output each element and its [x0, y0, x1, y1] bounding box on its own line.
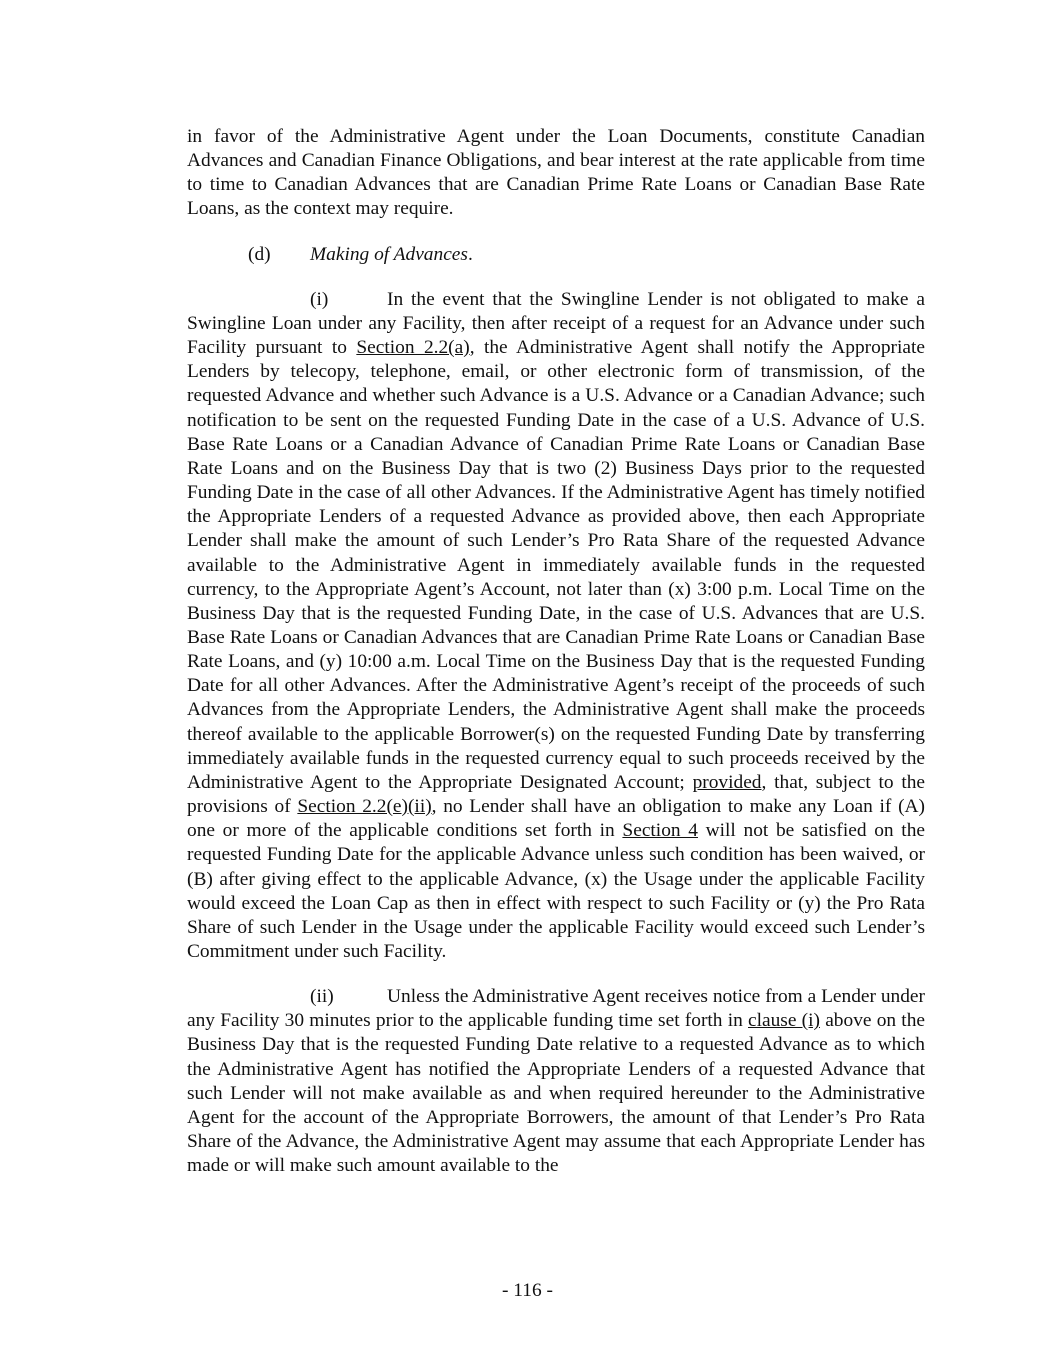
section-2-2-e-ii-reference: Section 2.2(e)(ii): [297, 796, 432, 818]
continuation-paragraph: in favor of the Administrative Agent under the Loan Documents, constitute Canadian Advances and Canadian Finance Obligations, and bear interest at the rate applicable from time to time to Canadian Advances that are Canadian Prime Rate Loans or Canadian Base Rate Loans, as the context may require.: [187, 126, 925, 220]
clause-i-text-1: In the event that the Swingline Lender is not obligated to make a Swingline Loan under any Facility, then after receipt of a request for an Advance under such Facility pursuant to: [187, 288, 925, 359]
clause-i-number: (i): [310, 288, 329, 310]
paragraph-spacer: [187, 964, 925, 985]
clause-i-text-5: will not be satisfied on the requested Funding Date for the applicable Advance unless such condition has been waived, or (B) after giving effect to the applicable Advance, (x) the Usage under the applicable Facility would exceed the Loan Cap as then in effect with respect to such Facility or (y) the Pro Rata Share of such Lender in the Usage under the applicable Facility would exceed such Lender’s Commitment under such Facility.: [187, 820, 925, 962]
section-d-title: Making of Advances: [310, 243, 468, 265]
section-4-reference: Section 4: [622, 820, 698, 842]
clause-i-text-4: , no Lender shall have an obligation to make any Loan if (A) one or more of the applicable conditions set forth in: [187, 796, 925, 842]
section-d-label: (d): [248, 243, 271, 265]
clause-i-reference: clause (i): [748, 1010, 820, 1032]
section-d-heading: [187, 243, 925, 267]
document-page: [187, 125, 925, 1178]
section-d-title-suffix: .: [467, 243, 473, 265]
clause-ii-text-2: above on the Business Day that is the requested Funding Date relative to a requested Advance as to which the Administrative Agent has notified the Appropriate Lenders of a requested Advance that such Lender will not make available as and when required hereunder to the Administrative Agent for the account of the Appropriate Borrowers, the amount of that Lender’s Pro Rata Share of the Advance, the Administrative Agent may assume that each Appropriate Lender has made or will make such amount available to the: [187, 1010, 925, 1177]
paragraph-spacer: [187, 222, 925, 243]
page-number: - 116 -: [502, 1280, 553, 1301]
clause-i-text-3: , that, subject to the provisions of: [187, 771, 926, 818]
clause-ii-number: (ii): [310, 986, 334, 1008]
clause-i-text-2: , the Administrative Agent shall notify the Appropriate Lenders by telecopy, telephone, email, or other electronic form of transmission, of the requested Advance and whether such Advance is a U.S. Advance or a Canadian Advance; such notification to be sent on the requested Funding Date in the case of a U.S. Advance of U.S. Base Rate Loans or a Canadian Advance of Canadian Prime Rate Loans or Canadian Base Rate Loans and on the Business Day that is two (2) Business Days prior to the requested Funding Date in the case of all other Advances. If the Administrative Agent has timely notified the Appropriate Lenders of a requested Advance as provided above, then each Appropriate Lender shall make the amount of such Lender’s Pro Rata Share of the requested Advance available to the Administrative Agent in immediately available funds in the requested currency, to the Appropriate Agent’s Account, not later than (x) 3:00 p.m. Local Time on the Business Day that is the requested Funding Date, in the case of U.S. Advances that are U.S. Base Rate Loans or Canadian Advances that are Canadian Prime Rate Loans or Canadian Base Rate Loans, and (y) 10:00 a.m. Local Time on the Business Day that is the requested Funding Date for all other Advances. After the Administrative Agent’s receipt of the proceeds of such Advances from the Appropriate Lenders, the Administrative Agent shall make the proceeds thereof available to the applicable Borrower(s) on the requested Funding Date by transferring immediately available funds in the requested currency equal to such proceeds received by the Administrative Agent to the Appropriate Designated Account;: [187, 337, 925, 793]
paragraph-spacer: [187, 267, 925, 288]
clause-ii-paragraph: [187, 985, 925, 1178]
provided-term: provided: [692, 771, 762, 793]
clause-i-paragraph: [187, 288, 925, 964]
clause-ii-text-1: Unless the Administrative Agent receives notice from a Lender under any Facility 30 minutes prior to the applicable funding time set forth in: [187, 986, 925, 1032]
section-2-2-a-reference: Section 2.2(a): [356, 337, 470, 359]
